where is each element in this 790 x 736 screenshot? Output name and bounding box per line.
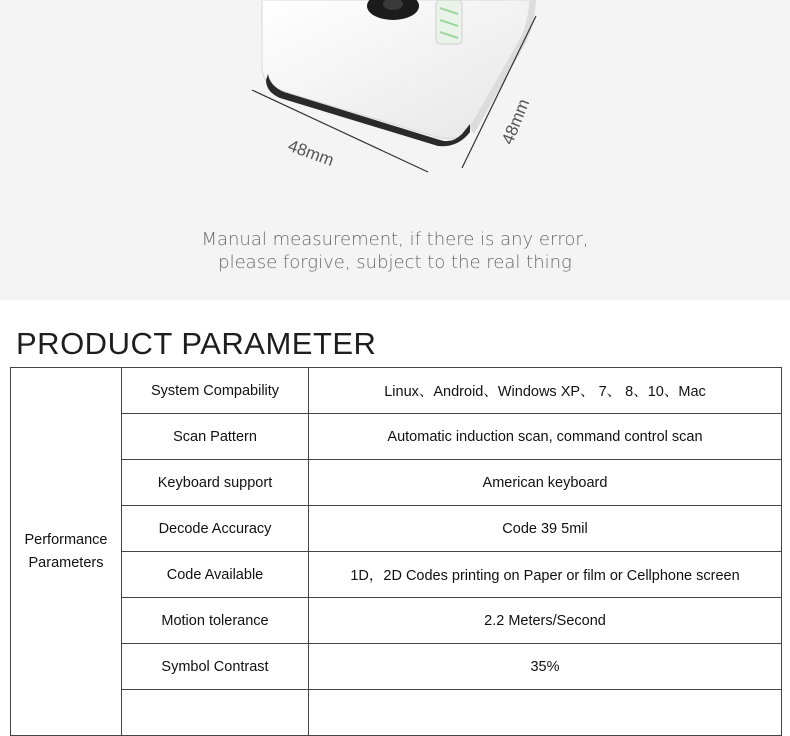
group-label-line2: Parameters (28, 554, 104, 571)
param-value: Automatic induction scan, command control scan (309, 414, 782, 460)
param-value: Code 39 5mil (309, 506, 782, 552)
param-value: 35% (309, 644, 782, 690)
height-dimension-label: 48mm (498, 96, 534, 148)
measurement-note-line1: Manual measurement, if there is any error, (201, 229, 589, 250)
table-row (11, 552, 782, 598)
section-title: PRODUCT PARAMETER (16, 326, 377, 361)
param-label: Scan Pattern (122, 414, 309, 460)
table-row (11, 598, 782, 644)
param-label: Code Available (122, 552, 309, 598)
table-row (11, 414, 782, 460)
param-value: 2.2 Meters/Second (309, 598, 782, 644)
param-label-empty (122, 690, 309, 736)
param-value-empty (309, 690, 782, 736)
width-dimension-label: 48mm (285, 136, 337, 171)
group-label-cell (11, 368, 122, 736)
param-label: Motion tolerance (122, 598, 309, 644)
measurement-note (0, 228, 790, 274)
table-row (11, 506, 782, 552)
param-value: 1D，2D Codes printing on Paper or film or Cellphone screen (309, 552, 782, 598)
param-label: Symbol Contrast (122, 644, 309, 690)
parameter-table (10, 367, 782, 736)
param-label: System Compability (122, 368, 309, 414)
table-row (11, 644, 782, 690)
param-label: Keyboard support (122, 460, 309, 506)
table-row (11, 690, 782, 736)
table-row (11, 368, 782, 414)
group-label-line1: Performance (24, 531, 108, 548)
measurement-note-line2: please forgive, subject to the real thing (218, 252, 572, 273)
param-value: Linux、Android、Windows XP、 7、 8、10、Mac (309, 368, 782, 414)
table-row (11, 460, 782, 506)
param-value: American keyboard (309, 460, 782, 506)
param-label: Decode Accuracy (122, 506, 309, 552)
